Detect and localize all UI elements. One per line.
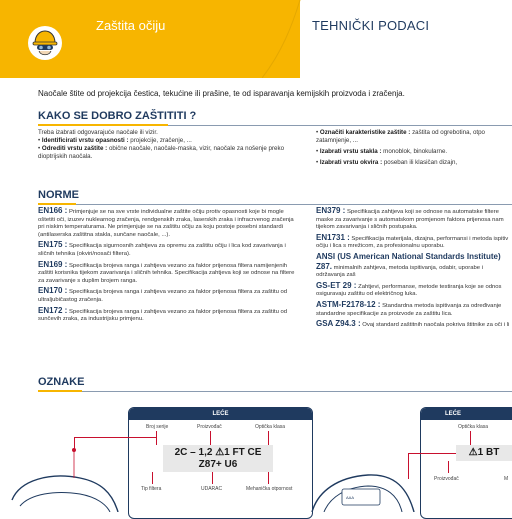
pointer-line — [212, 472, 213, 484]
norm-item: EN166 : Primjenjuje se na sve vrste individualne zaštite očiju protiv opasnosti koje bi mogle oštetiti oči, izuzev nuklearnog zračenja, rendgenskih zraka, laserskih zraka i infracrvenog zračenja pri niskim temperaturama. Ne primjenjuje se na zaštitu očiju za koju postoje posebni standardi (antilaserska zaštitna stakla, sunčane naočale, ...). — [38, 206, 294, 238]
norm-item: EN172 : Specifikacija brojeva ranga i zahtjeva vezano za faktor prijenosa filtera za zaštitu od sunčevih zraka, za industrijsku primjenu. — [38, 305, 288, 323]
pointer-line — [268, 472, 269, 484]
pointer-line — [448, 461, 449, 473]
panel-bar: LEĆE — [421, 408, 512, 420]
protect-right-column — [316, 129, 512, 167]
label-manufacturer: Proizvođač — [197, 424, 222, 430]
label-filter-type: Tip filtera — [141, 486, 162, 492]
intro-text: Naočale štite od projekcija čestica, tekućine ili prašine, te od isparavanja kemijskih proizvoda i zračenja. — [38, 89, 405, 98]
heading-underline — [38, 203, 76, 205]
pointer-line — [408, 453, 456, 454]
label-optical-class: Optička klasa — [255, 424, 286, 430]
norm-item: EN170 : Specifikacija brojeva ranga i zahtjeva vezano za faktor prijenosa filtera za zaštitu od ultraljubičastog zračenja. — [38, 286, 288, 303]
norm-item: EN175 : Specifikacija sigurnosnih zahtjeva za opremu za zaštitu očiju i lica kod zavarivanja i sličnih tehnika (okviri/nosači filtera). — [38, 240, 286, 257]
norm-item: GSA Z94.3 : Ovaj standard zaštitnih naočala pokriva štitnike za oči i li — [316, 319, 510, 329]
page-title: TEHNIČKI PODACI — [312, 18, 430, 33]
protect-left-column — [38, 129, 300, 161]
panel-bar: LEĆE — [129, 408, 312, 420]
norm-item: GS-ET 29 : Zahtjevi, performanse, metode testiranja koje se odnos osiguravaju zaštitu od električnog luka. — [316, 280, 502, 298]
helmet-goggles-icon — [28, 26, 62, 60]
marking-line-1: 2C – 1,2 ⚠1 FT CE — [174, 447, 262, 458]
list-item: • Izabrati vrstu stakla : monoblok, binokularne. — [316, 148, 448, 155]
header-divider-curve — [262, 0, 342, 78]
marking-line-1: ⚠1 BT — [468, 447, 500, 458]
lens-marking-box — [456, 445, 512, 461]
label-impact: UDARAC — [201, 486, 223, 492]
label-mechanical: Mehanička otpornost — [246, 486, 293, 492]
pointer-line — [156, 431, 157, 445]
pointer-line — [470, 431, 471, 445]
pointer-line — [408, 453, 409, 479]
pointer-line — [74, 437, 156, 438]
norm-item: EN1731 : Specifikacija materijala, dizajna, performansi i metoda ispitiv očiju i lica s mrežicom, za profesionalnu uporabu. — [316, 232, 509, 250]
lens-marking-box — [163, 445, 273, 472]
norm-item: EN169 : Specifikacija brojeva ranga i zahtjeva vezano za faktor prijenosa filtera namijenjenih zaštiti korisnika tijekom zavarivanja i sličnih tehnika. Specifikacija zahtjeva koji se odnose na filtere za zavarivanje s duplim brojem ranga. — [38, 259, 295, 284]
label-manufacturer: Proizvođač — [434, 476, 459, 482]
norme-right-column — [316, 207, 512, 332]
heading-oznake: OZNAKE — [38, 376, 85, 388]
section-title: Zaštita očiju — [96, 18, 166, 33]
list-item: • Identificirati vrstu opasnosti : projekcije, zračenje, ... — [38, 137, 192, 144]
divider — [38, 391, 512, 392]
pointer-line — [74, 437, 75, 450]
pointer-line — [268, 431, 269, 445]
label-m: M — [504, 476, 509, 482]
pointer-line — [152, 472, 153, 484]
list-item: • Izabrati vrstu okvira : poseban ili klasičan dizajn, — [316, 159, 458, 166]
label-batch: Broj serije — [146, 424, 169, 430]
divider — [38, 204, 512, 205]
pointer-line — [210, 431, 211, 445]
protect-lead: Treba izabrati odgovarajuće naočale ili vizir. — [38, 129, 158, 136]
svg-text:AAA: AAA — [346, 495, 355, 500]
marking-line-2: Z87+ U6 — [198, 459, 238, 470]
norm-item: EN379 : Specifikacija zahtjeva koji se odnose na automatske filtere maske za zavarivanje s automatskom promjenom faktora prijenosa nam tijekom zavarivanja i sličnih postupaka. — [316, 206, 504, 231]
glasses-illustration-right — [310, 455, 420, 512]
list-item: • Označiti karakteristike zaštite : zaštita od ogrebotina, otpo zatamnjenje, ... — [316, 129, 485, 144]
norm-item: ASTM-F2178-12 : Standardna metoda ispitivanja za određivanje standardne specifikacije za proizvode za zaštitu lica. — [316, 299, 502, 317]
list-item: • Odrediti vrstu zaštite : obične naočale, naočale-maska, vizir, naočale za nošenje preko dioptrijskih naočala. — [38, 145, 285, 160]
heading-underline — [38, 390, 82, 392]
label-optical-class: Optička klasa — [458, 424, 489, 430]
glasses-illustration — [0, 420, 130, 512]
heading-norme: NORME — [38, 189, 79, 201]
norm-item: ANSI (US American National Standards Institute) Z87. minimalnih zahtjeva, metoda ispitivanja, odabir, uporabe i održavanja zaš — [316, 251, 501, 279]
heading-underline — [38, 124, 168, 126]
norme-left-column — [38, 207, 300, 326]
heading-protect: KAKO SE DOBRO ZAŠTITITI ? — [38, 110, 197, 122]
